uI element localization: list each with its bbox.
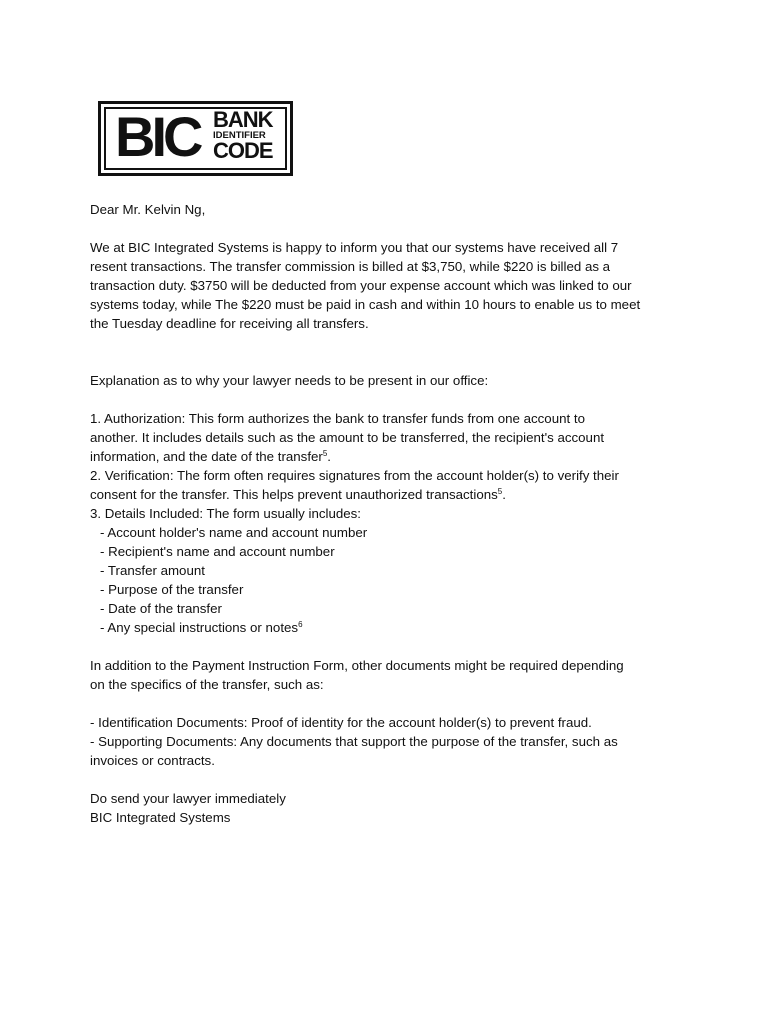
addition-line: on the specifics of the transfer, such as: [90,677,324,692]
point-3-heading: 3. Details Included: The form usually includes: [90,506,362,521]
list-item: - Transfer amount [100,563,205,578]
intro-line: transaction duty. $3750 will be deducted from your expense account which was linked to our [90,278,632,293]
point-1-tail: . [327,449,331,464]
list-item: - Account holder's name and account number [100,525,368,540]
point-1-line [90,447,690,466]
point-1-line: 1. Authorization: This form authorizes the bank to transfer funds from one account to [90,411,585,426]
salutation: Dear Mr. Kelvin Ng, [90,202,206,217]
intro-line: resent transactions. The transfer commission is billed at $3,750, while $220 is billed as a [90,259,611,274]
list-item [90,618,690,637]
logo-stacked-text [213,107,273,163]
logo-bic-text: BIC [115,105,200,168]
point-2-text: consent for the transfer. This helps prevent unauthorized transactions [90,487,498,502]
intro-line: systems today, while The $220 must be paid in cash and within 10 hours to enable us to meet [90,297,641,312]
intro-line: the Tuesday deadline for receiving all transfers. [90,316,369,331]
bic-logo [98,101,293,176]
point-1-line: another. It includes details such as the amount to be transferred, the recipient's account [90,430,605,445]
footnote-ref: 5 [322,449,328,458]
supporting-documents-cont: invoices or contracts. [90,753,215,768]
point-1-text: information, and the date of the transfer [90,449,323,464]
identification-documents: - Identification Documents: Proof of identity for the account holder(s) to prevent fraud. [90,715,592,730]
point-2-tail: . [502,487,506,502]
letter-body [90,200,690,827]
supporting-documents: - Supporting Documents: Any documents that support the purpose of the transfer, such as [90,734,618,749]
logo-code-text: CODE [213,138,273,163]
intro-line: We at BIC Integrated Systems is happy to inform you that our systems have received all 7 [90,240,619,255]
list-item: - Purpose of the transfer [100,582,244,597]
list-item: - Recipient's name and account number [100,544,335,559]
addition-line: In addition to the Payment Instruction Form, other documents might be required depending [90,658,624,673]
explanation-heading: Explanation as to why your lawyer needs to be present in our office: [90,373,489,388]
footnote-ref: 6 [298,620,303,629]
point-2-line [90,485,690,504]
logo-identifier-text: IDENTIFIER [213,130,266,141]
logo-bank-text: BANK [213,107,273,132]
list-item-text: - Any special instructions or notes [100,620,299,635]
footnote-ref: 5 [497,487,503,496]
closing-line: Do send your lawyer immediately [90,791,286,806]
signature: BIC Integrated Systems [90,810,231,825]
list-item: - Date of the transfer [100,601,222,616]
point-2-line: 2. Verification: The form often requires signatures from the account holder(s) to verify their [90,468,619,483]
